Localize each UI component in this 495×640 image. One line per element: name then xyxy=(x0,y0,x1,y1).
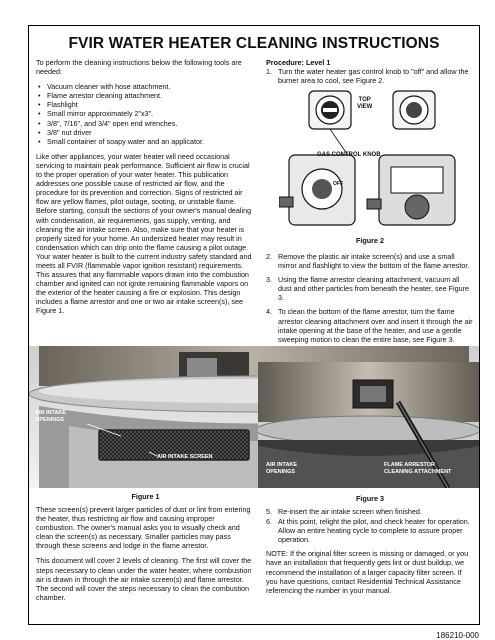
step-text: Re-insert the air intake screen when finished. xyxy=(278,507,422,516)
body-paragraph-2: These screen(s) prevent larger particles of dust or lint from entering the heater, thus restricting air flow and causing improper combustion. The owner's manual asks you to visually check and clean the screen(s) as necessary. Smaller particles may pass through these screens and lodge in the flame arrestor. xyxy=(36,505,251,551)
tool-item: • Flame arrestor cleaning attachment. xyxy=(36,91,255,100)
document-number: 186210-000 xyxy=(436,631,479,640)
right-column xyxy=(266,58,474,90)
step-number: 4. xyxy=(266,307,272,317)
body-paragraph-1: Like other appliances, your water heater will need occasional servicing to maintain peak performance. Sufficient air flow is crucial to the proper operation of your water heater. This publication addresses one possible cause of restricted air flow, and the procedure for its prevention and correction. Signs of restricted air flow are yellow flames, pilot outage, sooting, or unstable flame. Before starting, consult the sections of your owner's manual dealing with condensation, air requirements, gas supply, venting, and cleaning the air intake screen. Also, make sure that your heater is properly sized for your home. An undersized heater may result in condensation which can drip onto the flame causing a pilot outage. Your water heater is built to the current industry safety standard and meets all FVIR (flammable vapor ignition resistant) requirements. This assures that any flammable vapors drawn into the combustion chamber and ignited can not ignite remaining flammable vapors on the exterior of the heater causing a fire or explosion. This design includes a flame arrestor and one or two air intake screen(s), see Figure 1. xyxy=(36,151,252,316)
step-item xyxy=(266,507,474,516)
label-fig3-air-intake-openings: AIR INTAKE OPENINGS xyxy=(266,462,298,475)
step-item xyxy=(266,275,474,302)
left-column xyxy=(36,58,255,322)
intro-text: To perform the cleaning instructions below the following tools are needed: xyxy=(36,58,242,77)
label-flame-arrestor-attachment: FLAME ARRESTOR CLEANING ATTACHMENT xyxy=(384,462,452,475)
label-air-intake-openings: AIR INTAKE OPENINGS xyxy=(35,410,67,423)
step-item xyxy=(266,307,474,343)
left-lower-column xyxy=(36,505,255,608)
step-text: Turn the water heater gas control knob to "off" and allow the burner area to cool, see Figure 2. xyxy=(278,67,469,86)
tools-list xyxy=(36,82,255,146)
step-number: 1. xyxy=(266,67,272,77)
label-air-intake-screen: AIR INTAKE SCREEN xyxy=(157,454,213,460)
figure-3-caption: Figure 3 xyxy=(356,494,384,503)
document-page xyxy=(28,25,480,640)
page-title: FVIR WATER HEATER CLEANING INSTRUCTIONS xyxy=(68,35,440,52)
step-number: 6. xyxy=(266,517,272,527)
step-text: Remove the plastic air intake screen(s) and use a small mirror and flashlight to view the bottom of the flame arrestor. xyxy=(278,252,470,271)
step-text: At this point, relight the pilot, and check heater for operation. Allow an entire heating cycle to complete to assure proper operation. xyxy=(278,517,470,545)
figure-2-gas-control xyxy=(279,89,464,234)
step-item xyxy=(266,252,474,270)
step-list-3 xyxy=(266,507,474,544)
step-text: To clean the bottom of the flame arrestor, turn the flame arrestor cleaning attachment over and insert it through the air intake opening at the base of the heater, and use a gentle sweeping motion to clean the entire base, see Figure 3. xyxy=(278,307,473,344)
right-column-steps xyxy=(266,252,474,349)
step-list-1 xyxy=(266,67,474,85)
tool-item: • Small container of soapy water and an applicator. xyxy=(36,137,255,146)
note-text: NOTE: If the original filter screen is missing or damaged, or you have an installation that frequently gets lint or dust buildup, we recommend the installation of a larger capacity filter screen. If you have questions, contact Residential Technical Assistance referencing the number in your manual. xyxy=(266,549,469,595)
label-gas-control-knob: GAS CONTROL KNOB xyxy=(317,152,381,158)
tool-item: • Vacuum cleaner with hose attachment. xyxy=(36,82,255,91)
tool-item: • 3/8" nut driver xyxy=(36,128,255,137)
step-item xyxy=(266,67,474,85)
dial-off-label: OFF xyxy=(333,181,343,187)
figure-3-photo xyxy=(258,362,479,488)
tool-item: • 3/8", 7/16", and 3/4" open end wrenches. xyxy=(36,119,255,128)
label-top-view: TOP VIEW xyxy=(357,97,373,110)
tool-item: • Small mirror approximately 2"x3". xyxy=(36,109,255,118)
tool-item: • Flashlight xyxy=(36,100,255,109)
body-paragraph-3: This document will cover 2 levels of cleaning. The first will cover the steps necessary to clean under the water heater, where combustion air is drawn in through the air intake screen(s) and flame arrestor. The second will cover the steps necessary to clean the combustion chamber. xyxy=(36,556,252,602)
step-number: 2. xyxy=(266,252,272,261)
step-number: 5. xyxy=(266,507,272,516)
right-lower-column xyxy=(266,507,474,601)
step-number: 3. xyxy=(266,275,272,285)
figure-1-caption: Figure 1 xyxy=(131,492,160,501)
step-item xyxy=(266,517,474,544)
step-text: Using the flame arrestor cleaning attachment, vacuum all dust and other particles from beneath the heater, see Figure 3. xyxy=(278,275,469,303)
figure-2-caption: Figure 2 xyxy=(356,236,384,245)
procedure-heading: Procedure: Level 1 xyxy=(266,58,331,67)
step-list-2 xyxy=(266,252,474,344)
